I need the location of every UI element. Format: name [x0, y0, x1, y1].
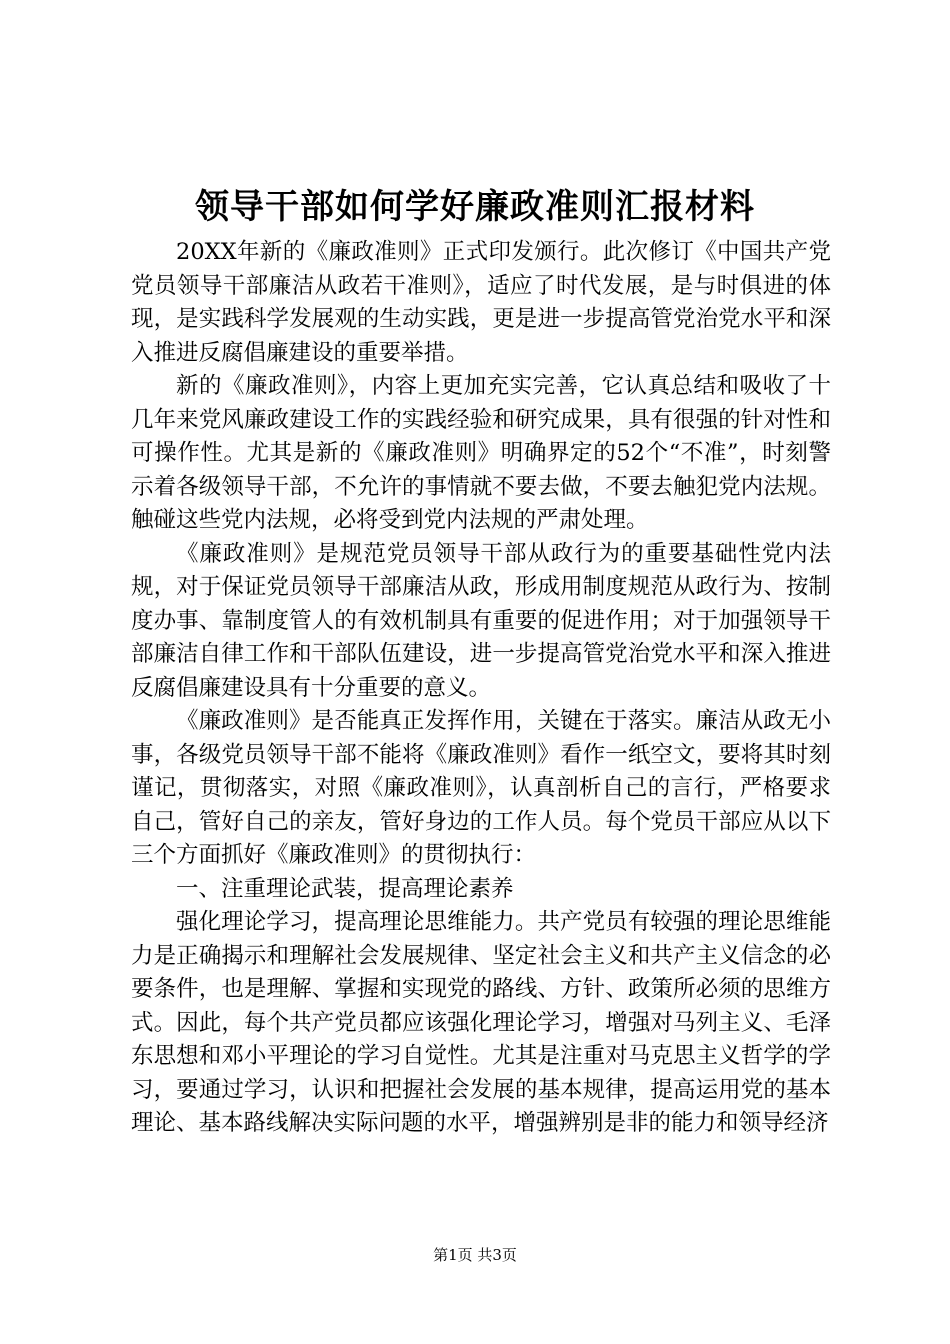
paragraph-significance: 《廉政准则》是规范党员领导干部从政行为的重要基础性党内法规，对于保证党员领导干部廉洁从政，形成用制度规范从政行为、按制度办事、靠制度管人的有效机制具有重要的促进作用；对于加强领导干部廉洁自律工作和干部队伍建设，进一步提高管党治党水平和深入推进反腐倡廉建设具有十分重要的意义。	[131, 540, 831, 701]
document-title: 领导干部如何学好廉政准则汇报材料	[195, 187, 755, 227]
paragraph-implementation: 《廉政准则》是否能真正发挥作用，关键在于落实。廉洁从政无小事，各级党员领导干部不能将《廉政准则》看作一纸空文，要将其时刻谨记，贯彻落实，对照《廉政准则》，认真剖析自己的言行，严格要求自己，管好自己的亲友，管好身边的工作人员。每个党员干部应从以下三个方面抓好《廉政准则》的贯彻执行：	[131, 708, 831, 868]
paragraph-theory-study: 强化理论学习，提高理论思维能力。共产党员有较强的理论思维能力是正确揭示和理解社会发展规律、坚定社会主义和共产主义信念的必要条件，也是理解、掌握和实现党的路线、方针、政策所必须的思维方式。因此，每个共产党员都应该强化理论学习，增强对马列主义、毛泽东思想和邓小平理论的学习自觉性。尤其是注重对马克思主义哲学的学习，要通过学习，认识和把握社会发展的基本规律，提高运用党的基本理论、基本路线解决实际问题的水平，增强辨别是非的能力和领导经济	[131, 909, 831, 1136]
section-heading-1: 一、注重理论武装，提高理论素养	[176, 875, 514, 902]
paragraph-content: 新的《廉政准则》，内容上更加充实完善，它认真总结和吸收了十几年来党风廉政建设工作的实践经验和研究成果，具有很强的针对性和可操作性。尤其是新的《廉政准则》明确界定的52个“不准”，时刻警示着各级领导干部，不允许的事情就不要去做，不要去触犯党内法规。触碰这些党内法规，必将受到党内法规的严肃处理。	[131, 373, 831, 533]
page-number-footer: 第1页 共3页	[433, 1246, 517, 1264]
document-body	[131, 236, 831, 1141]
paragraph-intro: 20XX年新的《廉政准则》正式印发颁行。此次修订《中国共产党党员领导干部廉洁从政若干准则》，适应了时代发展，是与时俱进的体现，是实践科学发展观的生动实践，更是进一步提高管党治党水平和深入推进反腐倡廉建设的重要举措。	[131, 239, 831, 366]
